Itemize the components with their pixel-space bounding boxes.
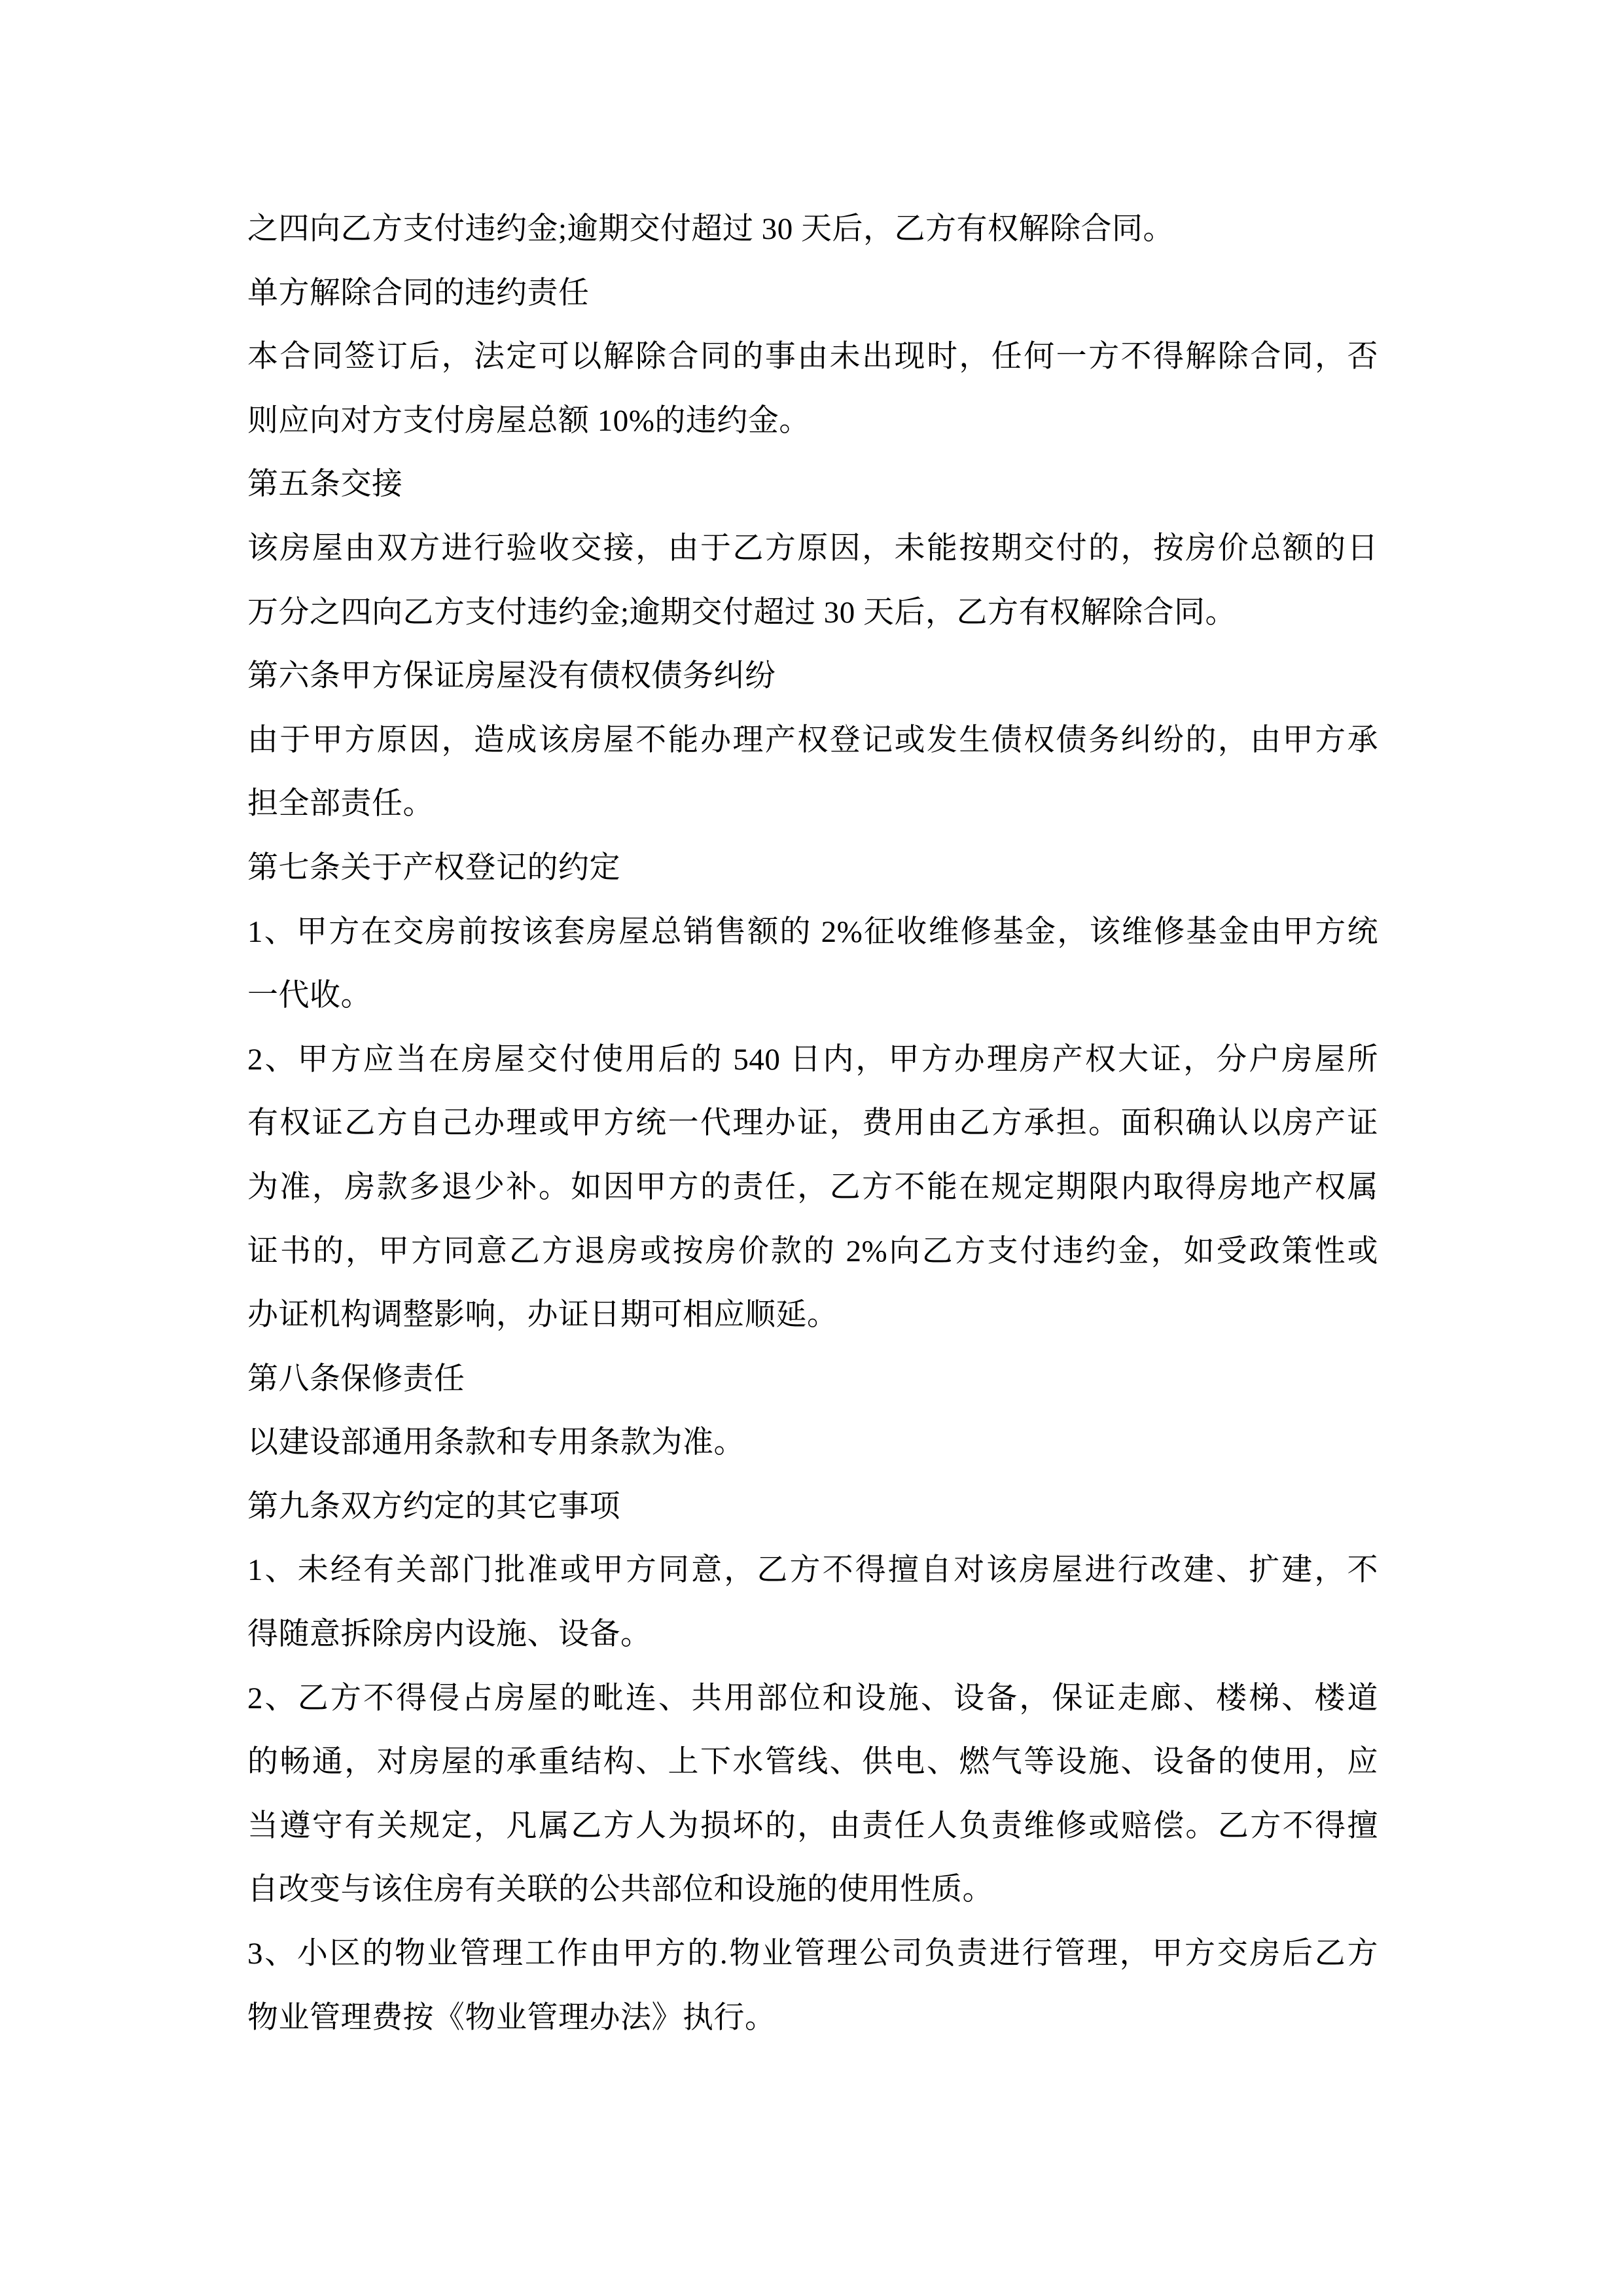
text-line: 由于甲方原因，造成该房屋不能办理产权登记或发生债权债务纠纷的，由甲方承	[247, 723, 1378, 757]
text-line: 1、未经有关部门批准或甲方同意，乙方不得擅自对该房屋进行改建、扩建，不	[247, 1553, 1378, 1588]
text-line: 第九条双方约定的其它事项	[247, 1489, 620, 1524]
text-line: 1、甲方在交房前按该套房屋总销售额的 2%征收维修基金，该维修基金由甲方统	[247, 914, 1378, 949]
text-line: 有权证乙方自己办理或甲方统一代理办证，费用由乙方承担。面积确认以房产证	[247, 1106, 1378, 1141]
document-body	[247, 198, 1378, 2050]
text-line: 物业管理费按《物业管理办法》执行。	[247, 2000, 776, 2035]
text-line: 第六条甲方保证房屋没有债权债务纠纷	[247, 659, 776, 694]
text-line: 第八条保修责任	[247, 1361, 465, 1396]
text-line: 的畅通，对房屋的承重结构、上下水管线、供电、燃气等设施、设备的使用，应	[247, 1745, 1378, 1780]
text-line: 办证机构调整影响，办证日期可相应顺延。	[247, 1298, 838, 1333]
text-line: 本合同签订后，法定可以解除合同的事由未出现时，任何一方不得解除合同，否	[247, 340, 1378, 374]
text-line: 2、乙方不得侵占房屋的毗连、共用部位和设施、设备，保证走廊、楼梯、楼道	[247, 1681, 1378, 1715]
text-line: 以建设部通用条款和专用条款为准。	[247, 1426, 745, 1460]
text-line: 为准，房款多退少补。如因甲方的责任，乙方不能在规定期限内取得房地产权属	[247, 1170, 1378, 1204]
text-line: 该房屋由双方进行验收交接，由于乙方原因，未能按期交付的，按房价总额的日	[247, 531, 1378, 565]
text-line: 单方解除合同的违约责任	[247, 276, 590, 310]
text-line: 第五条交接	[247, 467, 403, 502]
text-line: 证书的，甲方同意乙方退房或按房价款的 2%向乙方支付违约金，如受政策性或	[247, 1234, 1378, 1268]
text-line: 万分之四向乙方支付违约金;逾期交付超过 30 天后，乙方有权解除合同。	[247, 595, 1237, 630]
text-line: 当遵守有关规定，凡属乙方人为损坏的，由责任人负责维修或赔偿。乙方不得擅	[247, 1808, 1378, 1843]
text-line: 一代收。	[247, 978, 372, 1013]
text-line: 得随意拆除房内设施、设备。	[247, 1617, 652, 1652]
text-line: 3、小区的物业管理工作由甲方的.物业管理公司负责进行管理，甲方交房后乙方	[247, 1937, 1378, 1971]
text-line: 担全部责任。	[247, 787, 434, 821]
text-line: 自改变与该住房有关联的公共部位和设施的使用性质。	[247, 1873, 993, 1907]
text-line: 则应向对方支付房屋总额 10%的违约金。	[247, 403, 810, 438]
text-line: 第七条关于产权登记的约定	[247, 850, 620, 885]
text-line: 之四向乙方支付违约金;逾期交付超过 30 天后，乙方有权解除合同。	[247, 212, 1175, 246]
text-line: 2、甲方应当在房屋交付使用后的 540 日内，甲方办理房产权大证，分户房屋所	[247, 1042, 1378, 1077]
